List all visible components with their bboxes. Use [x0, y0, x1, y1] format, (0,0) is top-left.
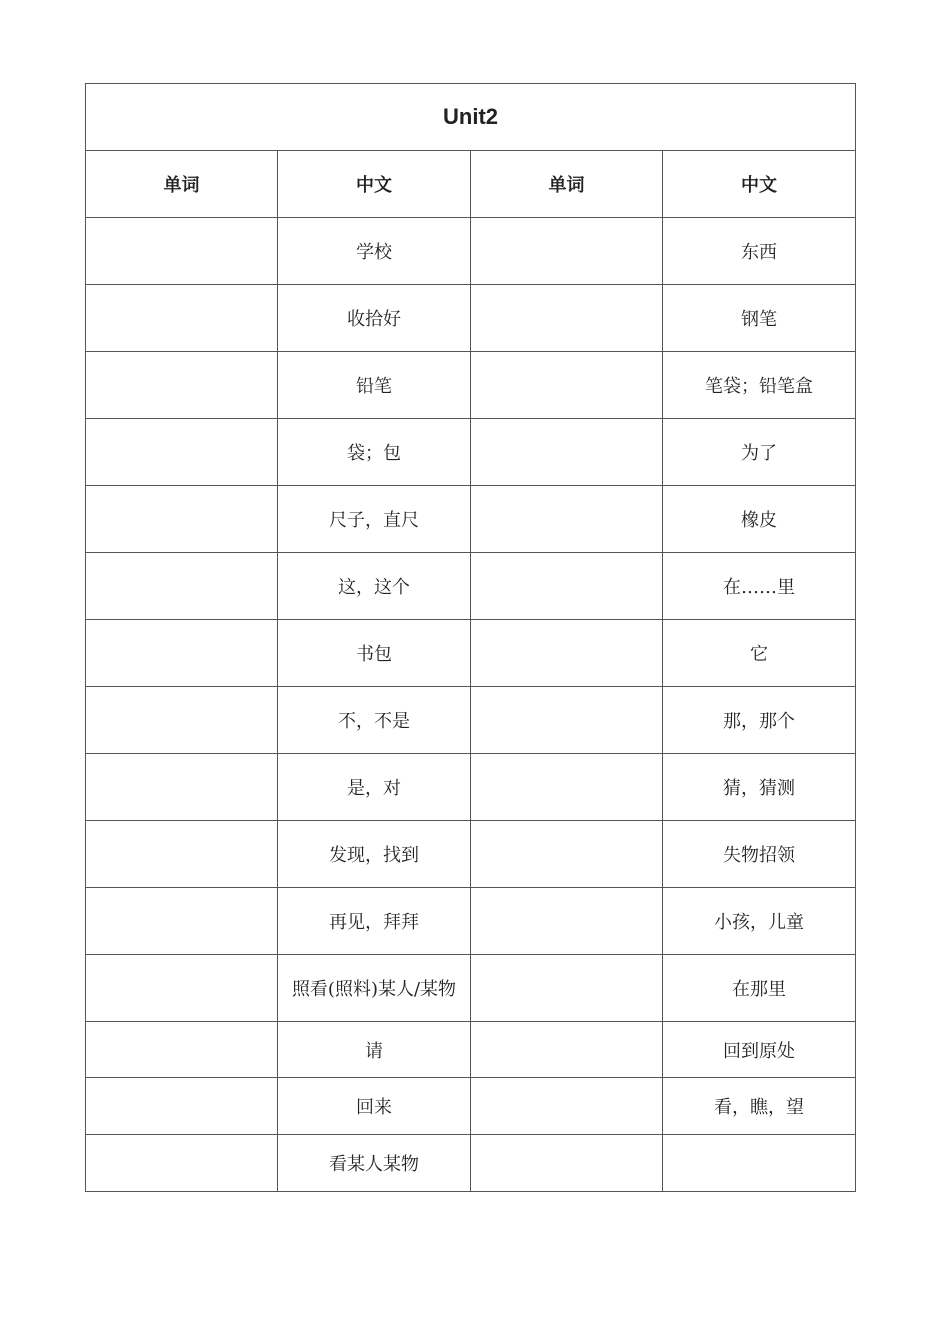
chinese-cell-right: 它 [663, 620, 856, 687]
word-cell-left[interactable] [86, 1078, 278, 1135]
word-cell-right[interactable] [471, 888, 663, 955]
table-row [86, 1135, 856, 1192]
table-row [86, 955, 856, 1022]
word-cell-left[interactable] [86, 1022, 278, 1078]
chinese-cell-right: 橡皮 [663, 486, 856, 553]
table-row [86, 888, 856, 955]
chinese-cell-right: 钢笔 [663, 285, 856, 352]
table-row [86, 687, 856, 754]
chinese-cell-right: 那，那个 [663, 687, 856, 754]
word-cell-right[interactable] [471, 821, 663, 888]
word-cell-right[interactable] [471, 1078, 663, 1135]
word-cell-left[interactable] [86, 419, 278, 486]
chinese-cell-right: 回到原处 [663, 1022, 856, 1078]
word-cell-right[interactable] [471, 285, 663, 352]
table-row [86, 620, 856, 687]
table-row [86, 821, 856, 888]
word-cell-left[interactable] [86, 285, 278, 352]
unit-title: Unit2 [86, 84, 856, 151]
chinese-cell-left: 这，这个 [278, 553, 471, 620]
chinese-cell-right: 为了 [663, 419, 856, 486]
word-cell-right[interactable] [471, 486, 663, 553]
chinese-cell-left: 是，对 [278, 754, 471, 821]
word-cell-left[interactable] [86, 218, 278, 285]
word-cell-right[interactable] [471, 955, 663, 1022]
word-cell-right[interactable] [471, 553, 663, 620]
word-cell-left[interactable] [86, 955, 278, 1022]
word-cell-right[interactable] [471, 419, 663, 486]
word-cell-right[interactable] [471, 1022, 663, 1078]
word-cell-right[interactable] [471, 218, 663, 285]
word-cell-left[interactable] [86, 620, 278, 687]
header-chinese-1: 中文 [278, 151, 471, 218]
chinese-cell-right: 在……里 [663, 553, 856, 620]
word-cell-left[interactable] [86, 553, 278, 620]
chinese-cell-right: 在那里 [663, 955, 856, 1022]
chinese-cell-right: 失物招领 [663, 821, 856, 888]
header-row [86, 151, 856, 218]
header-word-1: 单词 [86, 151, 278, 218]
chinese-cell-right: 看，瞧，望 [663, 1078, 856, 1135]
chinese-cell-left: 收拾好 [278, 285, 471, 352]
vocabulary-table [85, 83, 856, 1192]
chinese-cell-left: 学校 [278, 218, 471, 285]
table-row [86, 218, 856, 285]
word-cell-left[interactable] [86, 687, 278, 754]
word-cell-right[interactable] [471, 352, 663, 419]
header-chinese-2: 中文 [663, 151, 856, 218]
chinese-cell-right [663, 1135, 856, 1192]
word-cell-left[interactable] [86, 352, 278, 419]
header-word-2: 单词 [471, 151, 663, 218]
word-cell-right[interactable] [471, 754, 663, 821]
table-row [86, 285, 856, 352]
chinese-cell-left: 尺子，直尺 [278, 486, 471, 553]
table-row [86, 1022, 856, 1078]
title-row [86, 84, 856, 151]
word-cell-left[interactable] [86, 754, 278, 821]
word-cell-right[interactable] [471, 620, 663, 687]
word-cell-left[interactable] [86, 888, 278, 955]
table-row [86, 419, 856, 486]
chinese-cell-left: 请 [278, 1022, 471, 1078]
chinese-cell-left: 回来 [278, 1078, 471, 1135]
chinese-cell-left: 照看(照料)某人/某物 [278, 955, 471, 1022]
table-row [86, 754, 856, 821]
chinese-cell-left: 发现，找到 [278, 821, 471, 888]
word-cell-left[interactable] [86, 821, 278, 888]
chinese-cell-right: 小孩，儿童 [663, 888, 856, 955]
word-cell-right[interactable] [471, 687, 663, 754]
table-row [86, 486, 856, 553]
chinese-cell-right: 猜，猜测 [663, 754, 856, 821]
word-cell-right[interactable] [471, 1135, 663, 1192]
chinese-cell-left: 书包 [278, 620, 471, 687]
chinese-cell-left: 不，不是 [278, 687, 471, 754]
chinese-cell-left: 看某人某物 [278, 1135, 471, 1192]
word-cell-left[interactable] [86, 1135, 278, 1192]
chinese-cell-right: 笔袋；铅笔盒 [663, 352, 856, 419]
word-cell-left[interactable] [86, 486, 278, 553]
chinese-cell-left: 袋；包 [278, 419, 471, 486]
table-row [86, 553, 856, 620]
table-row [86, 352, 856, 419]
table-row [86, 1078, 856, 1135]
chinese-cell-left: 再见，拜拜 [278, 888, 471, 955]
chinese-cell-right: 东西 [663, 218, 856, 285]
chinese-cell-left: 铅笔 [278, 352, 471, 419]
